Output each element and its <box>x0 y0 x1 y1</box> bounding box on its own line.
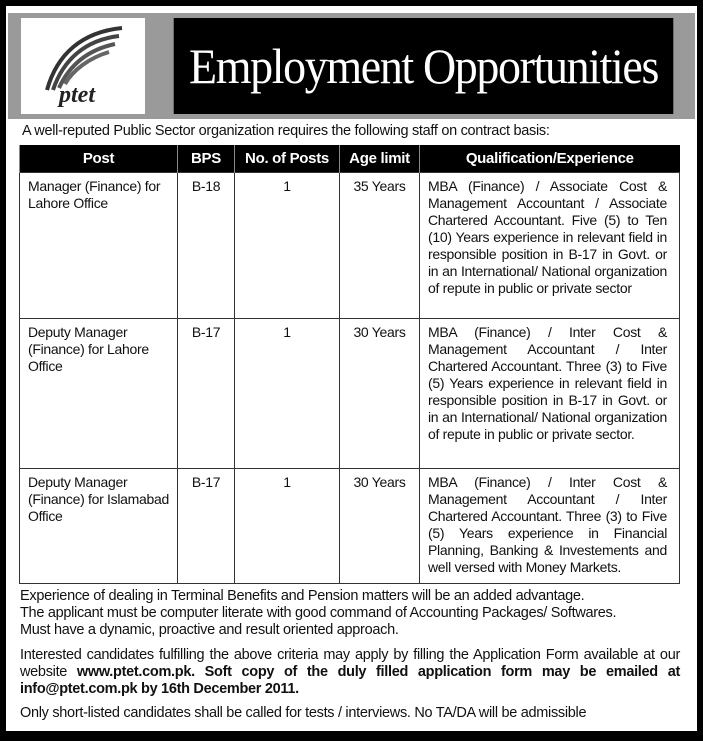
header-posts: No. of Posts <box>235 145 340 172</box>
post: Deputy Manager (Finance) for Lahore Office <box>20 318 178 468</box>
bps: B-17 <box>178 468 235 583</box>
logo-text: ptet <box>59 82 95 108</box>
qualification: MBA (Finance) / Inter Cost & Management Accountant / Inter Chartered Accountant. Three (3) to Five (5) Years experience in relevant field in responsible position in B-17 in Govt. or in an International/ National organization of repute in public or private sector. <box>420 318 680 468</box>
posts: 1 <box>235 468 340 583</box>
posts: 1 <box>235 318 340 468</box>
jobs-table <box>19 145 680 584</box>
apply-contact: www.ptet.com.pk. Soft copy of the duly filled application form may be emailed at info@ptet.com.pk by 16th December 2011. <box>20 664 680 697</box>
bps: B-18 <box>178 172 235 318</box>
header-age: Age limit <box>340 145 420 172</box>
posts: 1 <box>235 172 340 318</box>
header-bps: BPS <box>178 145 235 172</box>
intro-text: A well-reputed Public Sector organization requires the following staff on contract basis: <box>22 123 550 139</box>
table-row <box>20 172 680 318</box>
header-post: Post <box>20 145 178 172</box>
age: 35 Years <box>340 172 420 318</box>
header <box>8 13 695 119</box>
table-row <box>20 468 680 583</box>
table-row <box>20 318 680 468</box>
footer-advantage: Experience of dealing in Terminal Benefits and Pension matters will be an added advantage. <box>20 588 585 604</box>
advertisement <box>6 6 697 731</box>
qualification: MBA (Finance) / Associate Cost & Management Accountant / Associate Chartered Accountant. Five (5) to Ten (10) Years experience in relevant field in responsible position in B-17 in Govt. or in an International/ National organization of repute in public or private sector <box>420 172 680 318</box>
table-header <box>20 145 680 172</box>
footer-apply <box>20 647 680 698</box>
age: 30 Years <box>340 468 420 583</box>
bps: B-17 <box>178 318 235 468</box>
footer-requirements: The applicant must be computer literate with good command of Accounting Packages/ Softwares. Must have a dynamic, proactive and result oriented approach. <box>20 605 617 638</box>
footer-note: Only short-listed candidates shall be called for tests / interviews. No TA/DA will be admissible <box>20 705 587 721</box>
apply-text: Interested candidates fulfilling the above criteria may apply by filling the Application Form available at our website <box>20 647 680 680</box>
post: Deputy Manager (Finance) for Islamabad Office <box>20 468 178 583</box>
page-title: Employment Opportunities <box>174 18 674 114</box>
age: 30 Years <box>340 318 420 468</box>
ptet-logo <box>21 18 145 114</box>
post: Manager (Finance) for Lahore Office <box>20 172 178 318</box>
header-qualification: Qualification/Experience <box>420 145 680 172</box>
qualification: MBA (Finance) / Inter Cost & Management Accountant / Inter Chartered Accountant. Three (3) to Five (5) Years experience in Financial Planning, Banking & Investements and well versed with Money Markets. <box>420 468 680 583</box>
